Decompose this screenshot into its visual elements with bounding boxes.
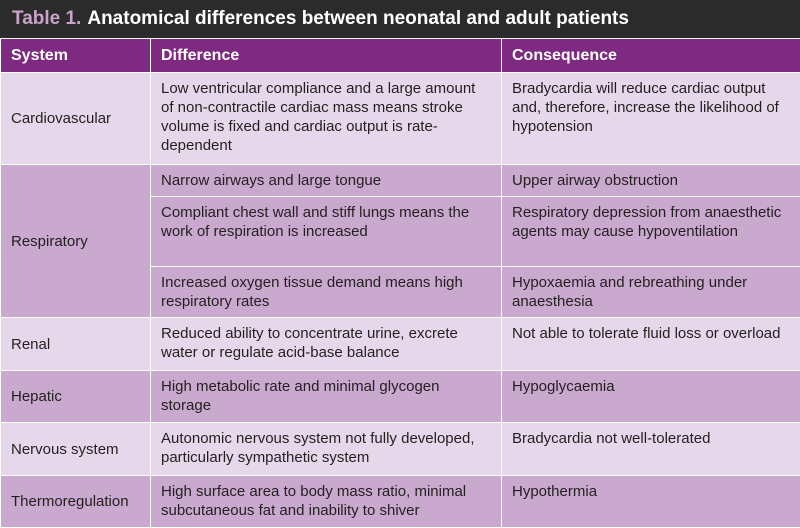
header-difference: Difference [151, 39, 502, 73]
system-cell: Respiratory [1, 165, 151, 318]
system-cell: Cardiovascular [1, 73, 151, 165]
difference-cell: Autonomic nervous system not fully developed, particularly sympathetic system [151, 423, 502, 476]
consequence-cell: Bradycardia will reduce cardiac output and, therefore, increase the likelihood of hypotension [502, 73, 800, 165]
consequence-cell: Bradycardia not well-tolerated [502, 423, 800, 476]
table-number: Table 1. [12, 8, 81, 30]
table-row [1, 371, 800, 423]
table-title [0, 0, 800, 38]
consequence-cell: Hypoxaemia and rebreathing under anaesthesia [502, 267, 800, 318]
table-row [1, 476, 800, 528]
system-cell: Nervous system [1, 423, 151, 476]
consequence-cell: Respiratory depression from anaesthetic agents may cause hypoventilation [502, 197, 800, 267]
table-row [1, 318, 800, 371]
consequence-cell: Hypoglycaemia [502, 371, 800, 423]
consequence-cell: Not able to tolerate fluid loss or overload [502, 318, 800, 371]
data-table [0, 38, 800, 528]
system-cell: Thermoregulation [1, 476, 151, 528]
header-system: System [1, 39, 151, 73]
table-caption: Anatomical differences between neonatal and adult patients [87, 8, 629, 30]
difference-cell: Reduced ability to concentrate urine, excrete water or regulate acid-base balance [151, 318, 502, 371]
difference-cell: High metabolic rate and minimal glycogen storage [151, 371, 502, 423]
difference-cell: Low ventricular compliance and a large amount of non-contractile cardiac mass means stroke volume is fixed and cardiac output is rate-dependent [151, 73, 502, 165]
table-row [1, 423, 800, 476]
consequence-cell: Hypothermia [502, 476, 800, 528]
difference-cell: Compliant chest wall and stiff lungs means the work of respiration is increased [151, 197, 502, 267]
system-cell: Renal [1, 318, 151, 371]
system-cell: Hepatic [1, 371, 151, 423]
table-row [1, 165, 800, 197]
table-row [1, 73, 800, 165]
header-row [1, 39, 800, 73]
difference-cell: Narrow airways and large tongue [151, 165, 502, 197]
consequence-cell: Upper airway obstruction [502, 165, 800, 197]
header-consequence: Consequence [502, 39, 800, 73]
difference-cell: Increased oxygen tissue demand means high respiratory rates [151, 267, 502, 318]
difference-cell: High surface area to body mass ratio, minimal subcutaneous fat and inability to shiver [151, 476, 502, 528]
